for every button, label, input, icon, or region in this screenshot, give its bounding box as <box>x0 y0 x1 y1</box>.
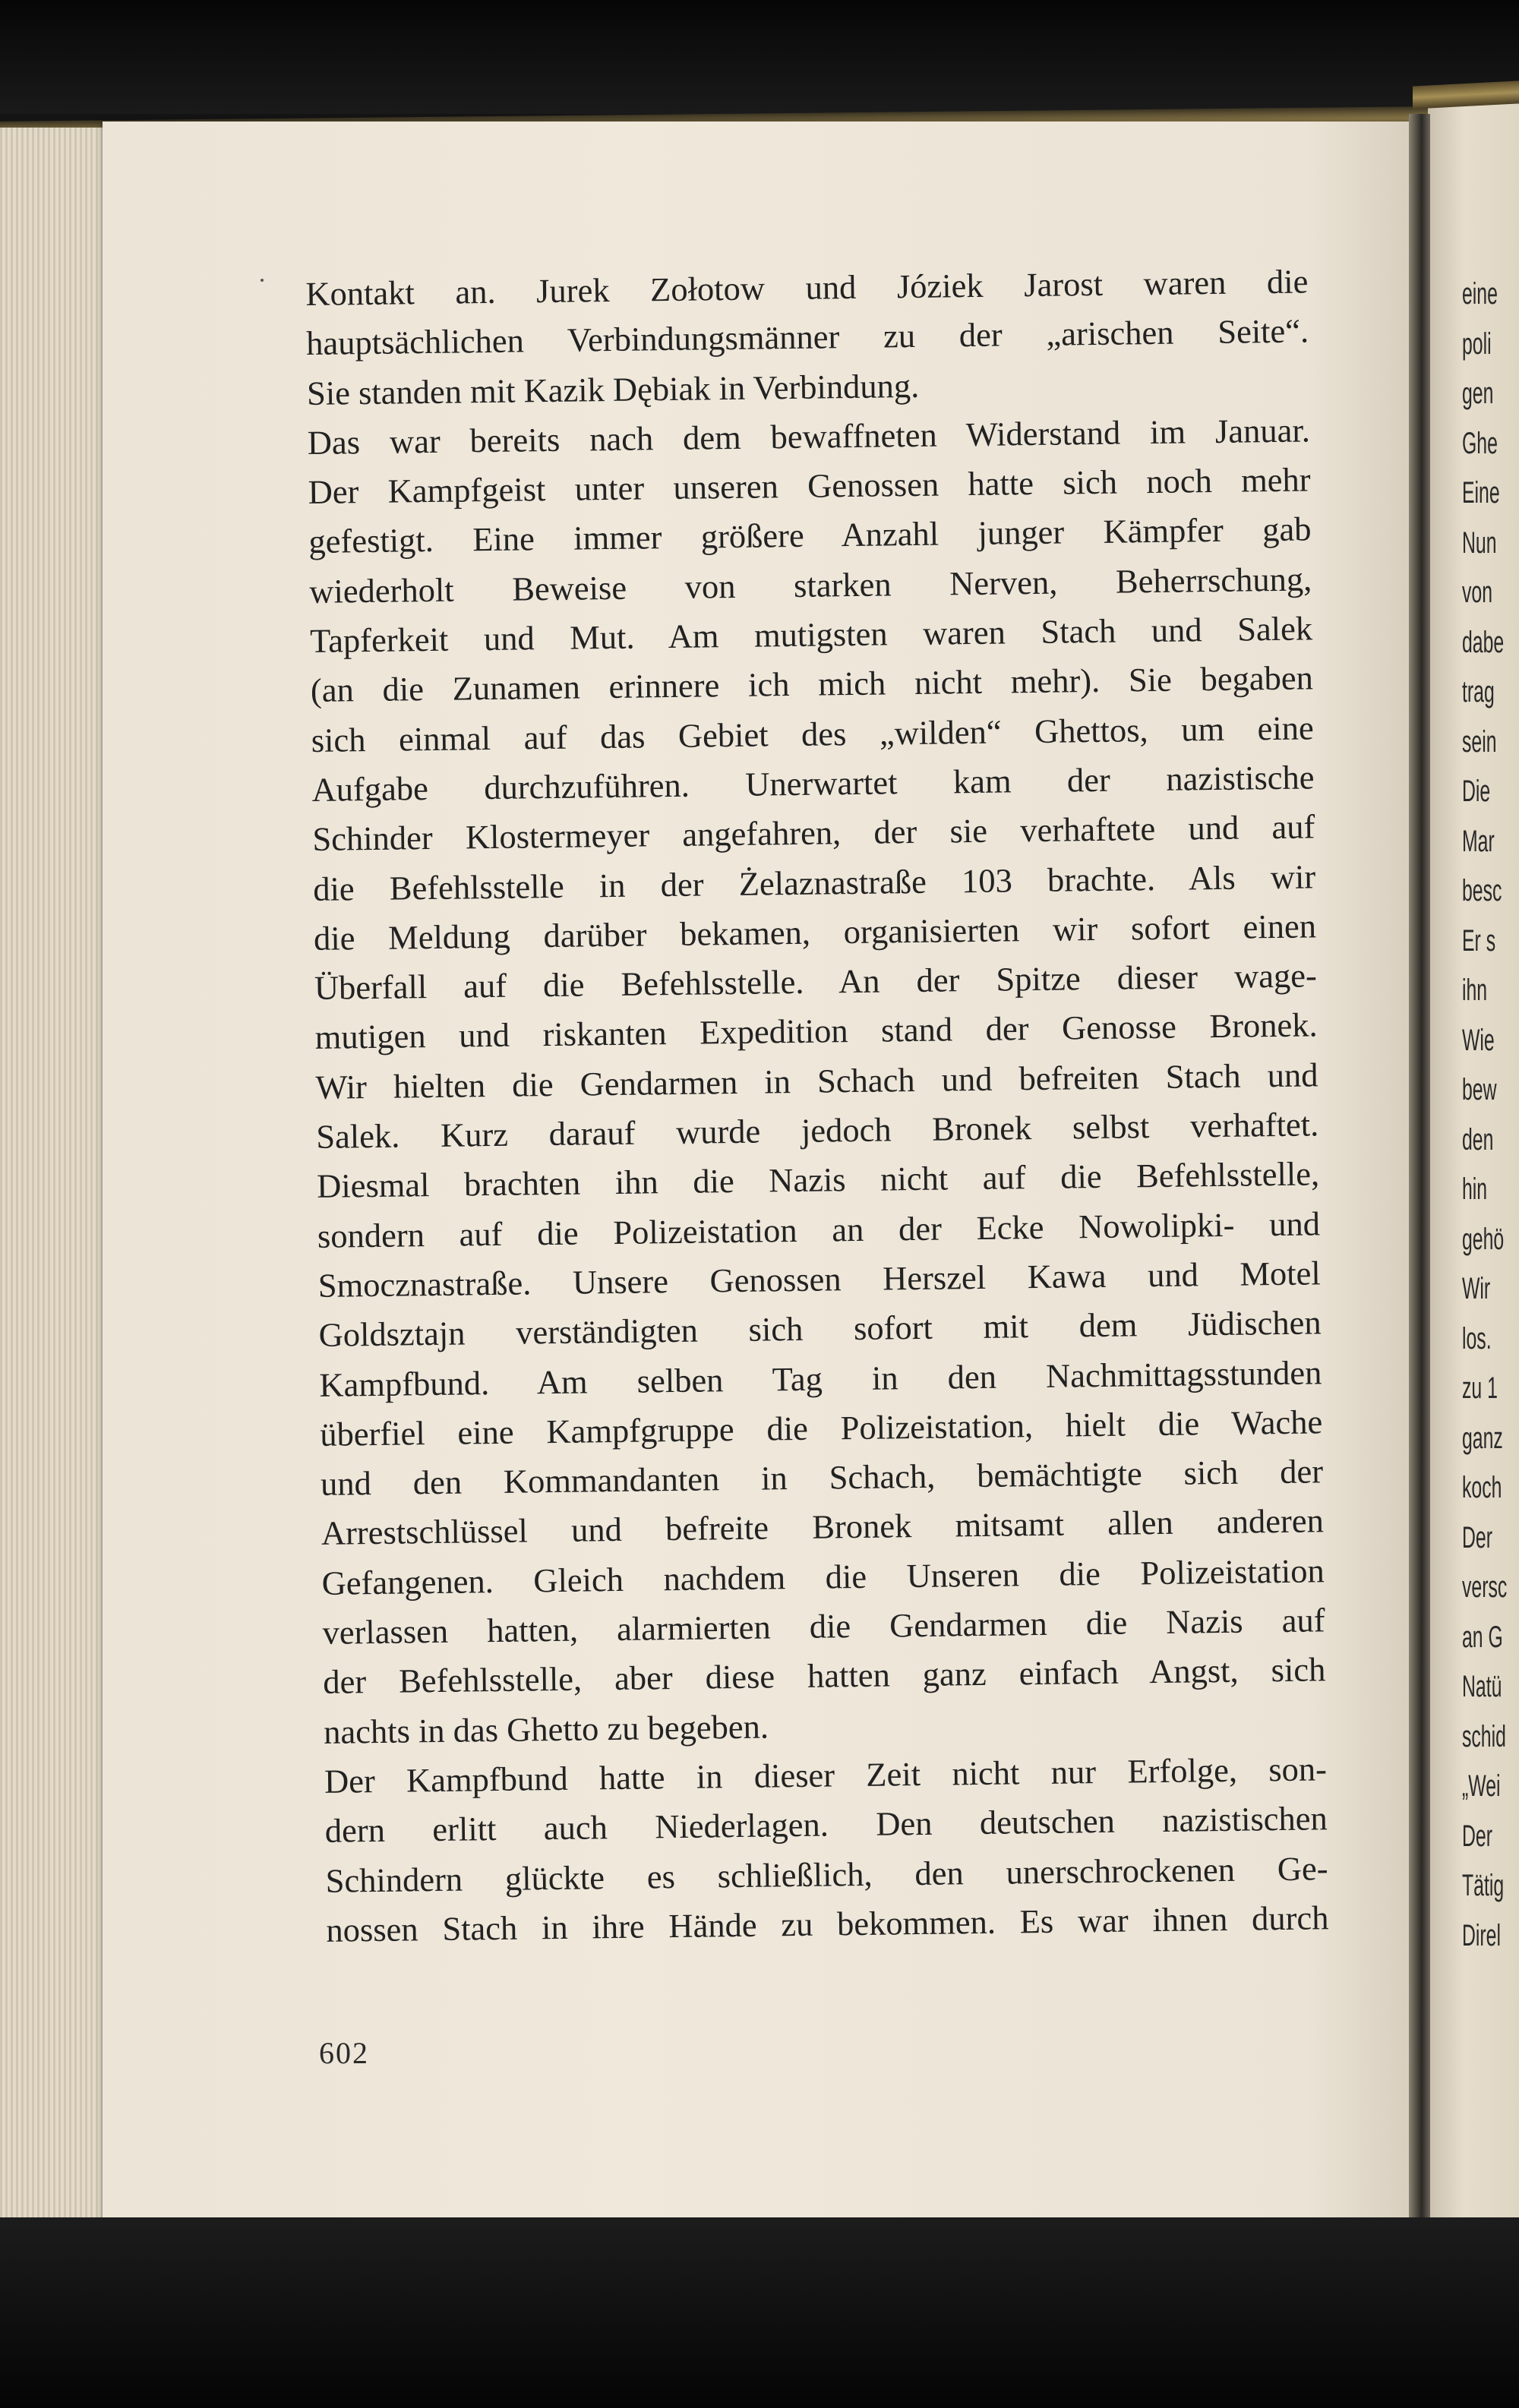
text-line: Goldsztajn verständigten sich sofort mit dem Jüdischen <box>318 1303 1322 1355</box>
text-line: und den Kommandanten in Schach, bemächtigte sich der <box>320 1452 1324 1503</box>
text-line: wiederholt Beweise von starken Nerven, Beherrschung, <box>309 560 1312 611</box>
facing-fragment: koch <box>1462 1471 1502 1504</box>
text-line: (an die Zunamen erinnere ich mich nicht mehr). Sie begaben <box>310 658 1314 710</box>
facing-page-text <box>1462 270 1508 1961</box>
book-gutter <box>1409 114 1430 2240</box>
text-line: Smocznastraße. Unsere Genossen Herszel Kawa und Motel <box>317 1254 1322 1305</box>
text-line: Überfall auf die Befehlsstelle. An der Spitze dieser wage- <box>314 956 1318 1008</box>
text-line: die Meldung darüber bekamen, organisierten wir sofort einen <box>313 907 1317 958</box>
facing-fragment: schid <box>1462 1719 1506 1753</box>
text-line: Kontakt an. Jurek Zołotow und Józiek Jarost waren die <box>305 262 1309 313</box>
facing-fragment: Der <box>1462 1520 1492 1554</box>
facing-fragment: Tätig <box>1462 1869 1505 1902</box>
text-line: nossen Stach in ihre Hände zu bekommen. Es war ihnen durch <box>326 1898 1329 1949</box>
text-line: die Befehlsstelle in der Żelaznastraße 103 brachte. Als wir <box>312 857 1316 908</box>
facing-fragment: poli <box>1462 327 1492 361</box>
facing-fragment: Mar <box>1462 824 1495 858</box>
facing-fragment: an G <box>1462 1620 1503 1654</box>
facing-fragment: besc <box>1462 874 1502 907</box>
text-line: nachts in das Ghetto zu begeben. <box>323 1707 769 1751</box>
facing-fragment: „Wei <box>1462 1769 1501 1803</box>
text-line: Kampfbund. Am selben Tag in den Nachmittagsstunden <box>319 1352 1322 1404</box>
text-line: Schinder Klostermeyer angefahren, der sie verhaftete und auf <box>312 807 1315 859</box>
page-number: 602 <box>319 2036 369 2070</box>
facing-fragment: Der <box>1462 1819 1492 1853</box>
facing-fragment: ihn <box>1462 974 1488 1007</box>
body-text <box>305 257 1329 1955</box>
facing-fragment: gehö <box>1462 1222 1505 1256</box>
text-line: überfiel eine Kampfgruppe die Polizeistation, hielt die Wache <box>319 1403 1323 1453</box>
bottom-shadow <box>0 2217 1519 2408</box>
text-line: Tapferkeit und Mut. Am mutigsten waren Stach und Salek <box>309 609 1313 661</box>
text-line: Arrestschlüssel und befreite Bronek mitsamt allen anderen <box>321 1501 1325 1553</box>
facing-fragment: hin <box>1462 1172 1488 1206</box>
text-line: Wir hielten die Gendarmen in Schach und befreiten Stach und <box>315 1056 1318 1106</box>
text-line: Schindern glückte es schließlich, den unerschrockenen Ge- <box>325 1848 1328 1900</box>
page-stack-edge <box>0 128 114 2239</box>
facing-fragment: Direl <box>1462 1918 1501 1952</box>
text-line: Sie standen mit Kazik Dębiak in Verbindung. <box>306 366 920 412</box>
facing-fragment: den <box>1462 1122 1494 1157</box>
text-line: mutigen und riskanten Expedition stand der Genosse Bronek. <box>314 1005 1318 1057</box>
facing-fragment: sein <box>1462 724 1497 759</box>
facing-fragment: Die <box>1462 775 1491 808</box>
text-line: Der Kampfgeist unter unseren Genossen hatte sich noch mehr <box>308 460 1311 512</box>
facing-fragment: los. <box>1462 1321 1492 1355</box>
facing-fragment: Er s <box>1462 923 1496 958</box>
top-shadow <box>0 0 1519 114</box>
facing-fragment: Natü <box>1462 1670 1502 1703</box>
facing-fragment: von <box>1462 576 1492 609</box>
facing-fragment: versc <box>1462 1570 1508 1604</box>
facing-fragment: dabe <box>1462 625 1505 659</box>
facing-fragment: gen <box>1462 377 1494 410</box>
text-line: sondern auf die Polizeistation an der Ecke Nowolipki- und <box>317 1204 1321 1255</box>
facing-fragment: trag <box>1462 675 1495 709</box>
text-line: verlassen hatten, alarmierten die Gendarmen die Nazis auf <box>322 1601 1325 1652</box>
text-line: Der Kampfbund hatte in dieser Zeit nicht nur Erfolge, son- <box>324 1750 1328 1800</box>
text-line: sich einmal auf das Gebiet des „wilden“ Ghettos, um eine <box>311 709 1314 759</box>
facing-fragment: Wir <box>1462 1272 1491 1305</box>
text-line: der Befehlsstelle, aber diese hatten ganz einfach Angst, sich <box>323 1650 1326 1702</box>
text-line: Gefangenen. Gleich nachdem die Unseren die Polizeistation <box>321 1551 1325 1602</box>
text-line: Salek. Kurz darauf wurde jedoch Bronek selbst verhaftet. <box>316 1105 1319 1156</box>
facing-fragment: ganz <box>1462 1421 1503 1455</box>
text-line: gefestigt. Eine immer größere Anzahl junger Kämpfer gab <box>308 510 1312 561</box>
text-line: hauptsächlichen Verbindungsmänner zu der „arischen Seite“. <box>305 311 1309 363</box>
facing-fragment: zu 1 <box>1462 1371 1498 1405</box>
facing-fragment: Ghe <box>1462 426 1498 460</box>
text-line: Diesmal brachten ihn die Nazis nicht auf die Befehlsstelle, <box>316 1154 1320 1206</box>
text-line: Aufgabe durchzuführen. Unerwartet kam der nazistische <box>311 758 1315 809</box>
text-line: Das war bereits nach dem bewaffneten Widerstand im Januar. <box>307 411 1311 462</box>
facing-fragment: bew <box>1462 1073 1497 1106</box>
facing-fragment: Eine <box>1462 476 1500 510</box>
ink-speck <box>261 279 264 282</box>
text-line: dern erlitt auch Niederlagen. Den deutschen nazistischen <box>324 1799 1328 1851</box>
facing-fragment: Nun <box>1462 525 1497 560</box>
facing-fragment: Wie <box>1462 1023 1495 1057</box>
facing-fragment: eine <box>1462 277 1498 311</box>
